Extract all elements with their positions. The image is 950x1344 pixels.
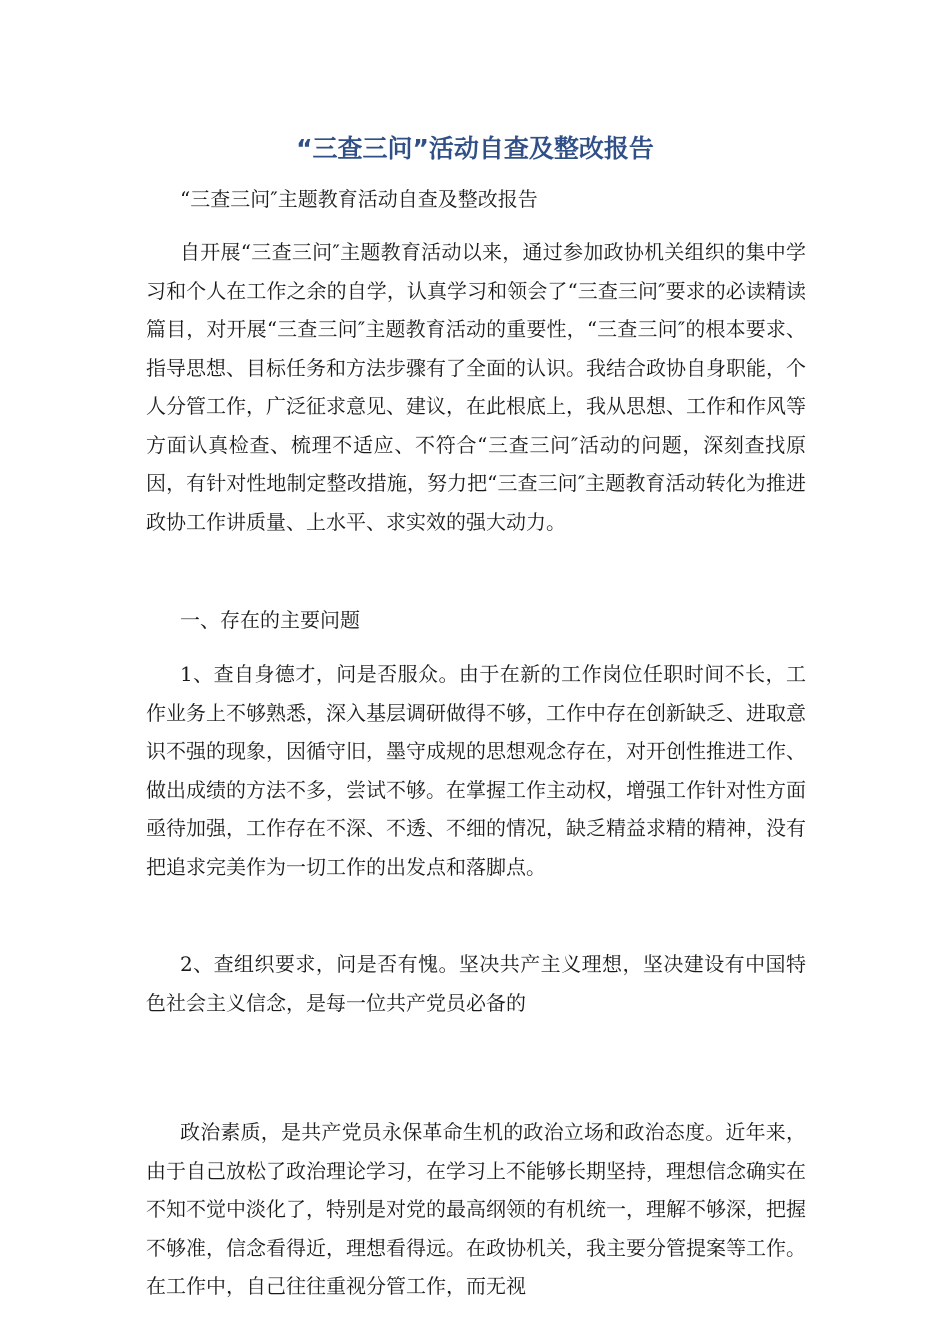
document-subtitle: “三查三问″主题教育活动自查及整改报告 [180,187,538,211]
paragraph-item-2-continued: 政治素质，是共产党员永保革命生机的政治立场和政治态度。近年来，由于自己放松了政治理论学习，在学习上不能够长期坚持，理想信念确实在不知不觉中淡化了，特别是对党的最高纲领的有机统一，理解不够深，把握不够准，信念看得近，理想看得远。在政协机关，我主要分管提案等工作。在工作中，自己往往重视分管工作，而无视 [146,1120,806,1298]
section-heading-problems: 一、存在的主要问题 [180,608,360,632]
paragraph-item-2: 2、查组织要求，问是否有愧。坚决共产主义理想，坚决建设有中国特色社会主义信念，是每一位共产党员必备的 [146,952,806,1015]
document-title: “三查三问”活动自查及整改报告 [296,134,654,163]
paragraph-intro: 自开展“三查三问″主题教育活动以来，通过参加政协机关组织的集中学习和个人在工作之余的自学，认真学习和领会了“三查三问″要求的必读精读篇目，对开展“三查三问″主题教育活动的重要性，“三查三问″的根本要求、指导思想、目标任务和方法步骤有了全面的认识。我结合政协自身职能，个人分管工作，广泛征求意见、建议，在此根底上，我从思想、工作和作风等方面认真检查、梳理不适应、不符合“三查三问″活动的问题，深刻查找原因，有针对性地制定整改措施，努力把“三查三问″主题教育活动转化为推进政协工作讲质量、上水平、求实效的强大动力。 [146,240,806,534]
paragraph-item-1: 1、查自身德才，问是否服众。由于在新的工作岗位任职时间不长，工作业务上不够熟悉，深入基层调研做得不够，工作中存在创新缺乏、进取意识不强的现象，因循守旧，墨守成规的思想观念存在，对开创性推进工作、做出成绩的方法不多，尝试不够。在掌握工作主动权，增强工作针对性方面亟待加强，工作存在不深、不透、不细的情况，缺乏精益求精的精神，没有把追求完美作为一切工作的出发点和落脚点。 [146,662,806,879]
